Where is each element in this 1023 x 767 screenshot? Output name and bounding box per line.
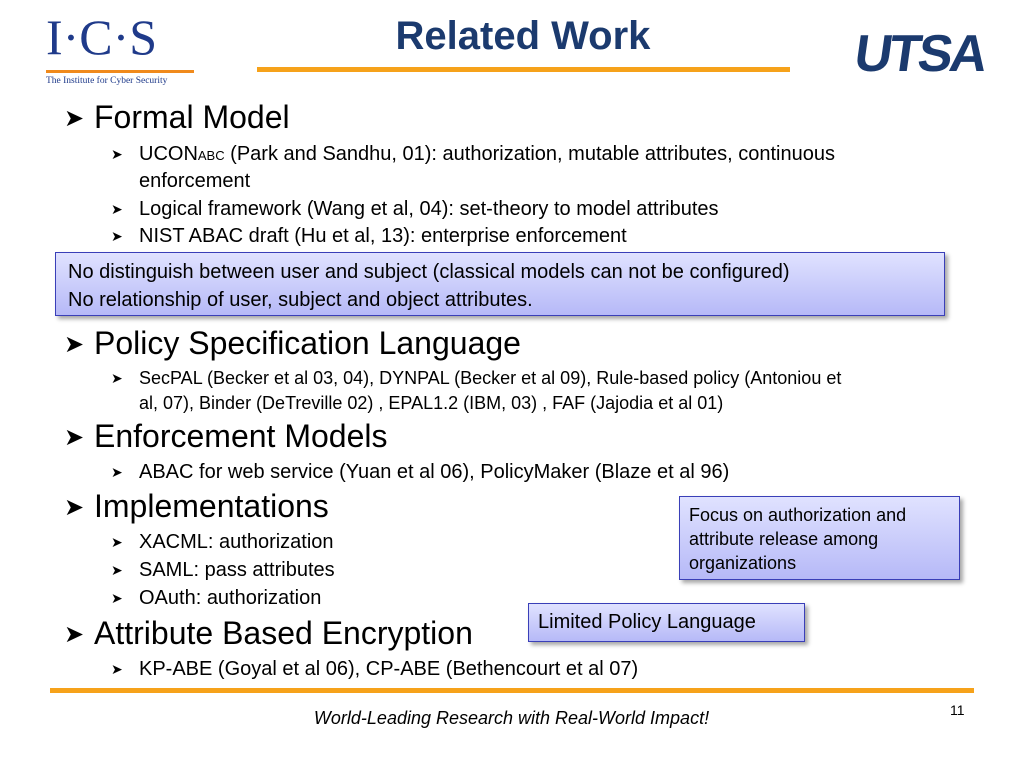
- ics-logo-rule: [46, 70, 194, 73]
- title-underline: [257, 67, 790, 72]
- arrow-bullet-icon: ➤: [64, 424, 85, 451]
- arrow-bullet-icon: ➤: [111, 370, 123, 386]
- ics-logo-letters: I·C·S: [46, 9, 158, 65]
- ucon-text: (Park and Sandhu, 01): authorization, mutable attributes, continuous: [224, 143, 835, 165]
- callout-formal-model-gap: [55, 252, 945, 316]
- callout-limited-policy-language: Limited Policy Language: [528, 603, 805, 642]
- ucon-prefix: UCON: [139, 143, 198, 165]
- bullet-formal-model: [64, 99, 290, 137]
- slide-title: Related Work: [395, 14, 651, 58]
- bullet-heading: Formal Model: [94, 99, 290, 135]
- ucon-text-line2: enforcement: [139, 170, 251, 192]
- callout-line: No relationship of user, subject and object attributes.: [68, 289, 533, 311]
- arrow-bullet-icon: ➤: [111, 201, 123, 217]
- arrow-bullet-icon: ➤: [111, 534, 123, 550]
- ics-logo-tagline: The Institute for Cyber Security: [46, 76, 168, 86]
- utsa-logo: UTSA: [850, 25, 989, 83]
- arrow-bullet-icon: ➤: [111, 590, 123, 606]
- callout-line: No distinguish between user and subject (classical models can not be configured): [68, 261, 790, 283]
- callout-implementations-focus: Focus on authorization and attribute release among organizations: [679, 496, 960, 580]
- footer-tagline: World-Leading Research with Real-World Impact!: [313, 708, 710, 728]
- arrow-bullet-icon: ➤: [111, 464, 123, 480]
- arrow-bullet-icon: ➤: [64, 105, 85, 132]
- ucon-subscript: ABC: [197, 148, 225, 163]
- arrow-bullet-icon: ➤: [111, 228, 123, 244]
- arrow-bullet-icon: ➤: [64, 331, 85, 358]
- page-number: 11: [950, 702, 965, 718]
- bullet-policy-spec: ➤ Policy Specification Language: [64, 325, 521, 361]
- bullet-implementations: ➤ Implementations: [64, 488, 329, 524]
- arrow-bullet-icon: ➤: [64, 621, 85, 648]
- bullet-attribute-based-encryption: ➤ Attribute Based Encryption: [64, 615, 473, 651]
- ics-logo: [46, 8, 196, 92]
- bullet-enforcement-models: ➤ Enforcement Models: [64, 418, 388, 454]
- arrow-bullet-icon: ➤: [64, 494, 85, 521]
- arrow-bullet-icon: ➤: [111, 661, 123, 677]
- arrow-bullet-icon: ➤: [111, 562, 123, 578]
- footer-rule: [50, 688, 974, 693]
- arrow-bullet-icon: ➤: [111, 146, 123, 162]
